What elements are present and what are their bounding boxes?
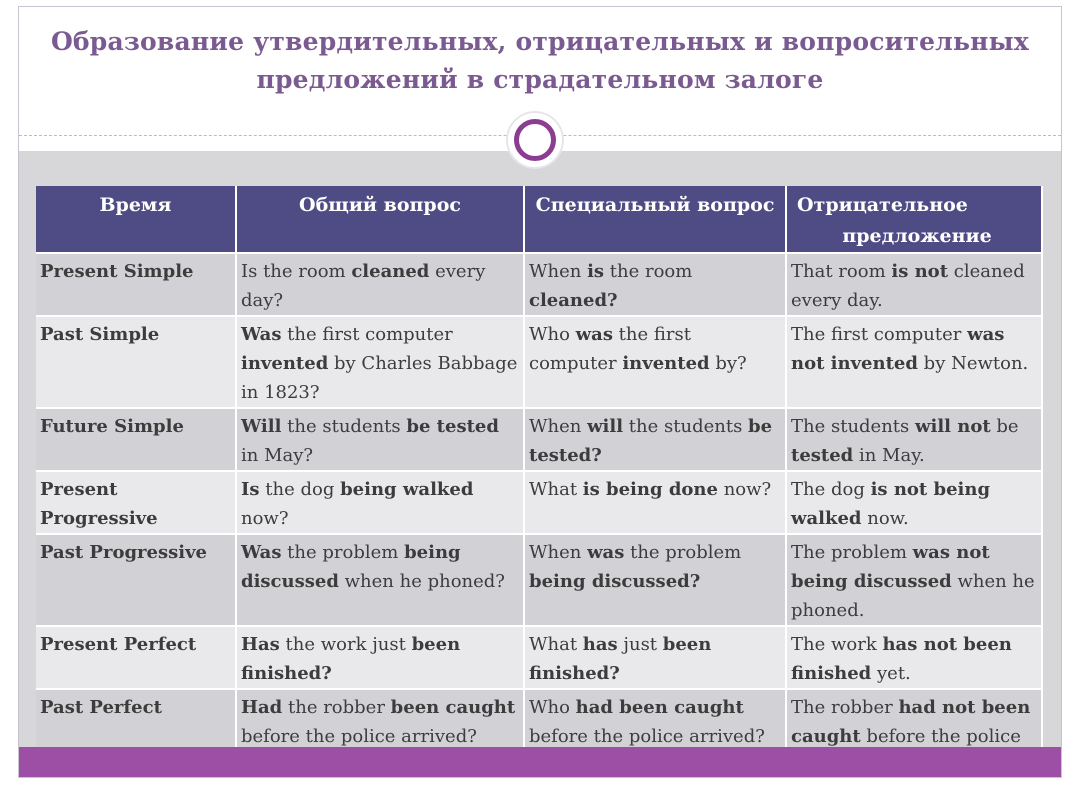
bold-fragment: cleaned?: [529, 290, 618, 311]
text-fragment: before the police: [866, 726, 1021, 747]
bold-fragment: Is: [241, 479, 260, 500]
cell-negative: [786, 253, 1042, 316]
cell-tense: Present Perfect: [36, 626, 236, 689]
text-fragment: now?: [241, 508, 289, 529]
text-fragment: Who: [529, 697, 576, 718]
circle-ornament-icon: [508, 113, 562, 167]
cell-tense: Present Progressive: [36, 471, 236, 534]
bold-fragment: invented: [622, 353, 710, 374]
text-fragment: the students: [623, 416, 749, 437]
text-fragment: the dog: [259, 479, 341, 500]
bold-fragment: been caught: [390, 697, 516, 718]
text-fragment: the problem: [624, 542, 742, 563]
text-fragment: now.: [861, 508, 909, 529]
cell-general: [236, 471, 524, 534]
table-row: [36, 408, 1042, 471]
cell-general: [236, 253, 524, 316]
text-fragment: What: [529, 634, 583, 655]
text-fragment: cleaned every day.: [791, 261, 1025, 311]
passive-voice-table: [36, 186, 1043, 778]
cell-general: [236, 408, 524, 471]
table-row: [36, 253, 1042, 316]
bold-fragment: being walked: [340, 479, 474, 500]
header-negative-line-1: Отрицательное: [797, 194, 968, 216]
bold-fragment: was: [587, 542, 625, 563]
table-row: [36, 316, 1042, 408]
bold-fragment: Had: [241, 697, 283, 718]
cell-tense: Past Perfect: [36, 689, 236, 778]
text-fragment: yet.: [871, 663, 911, 684]
text-fragment: the problem: [281, 542, 405, 563]
bold-fragment: had not been caught: [791, 697, 1031, 747]
cell-general: [236, 534, 524, 626]
bold-fragment: Was: [241, 324, 282, 345]
bold-fragment: being discussed?: [529, 571, 701, 592]
text-fragment: The first computer: [791, 324, 968, 345]
text-fragment: The problem: [791, 542, 913, 563]
text-fragment: be: [990, 416, 1019, 437]
bold-fragment: was: [575, 324, 613, 345]
slide: [18, 6, 1062, 778]
text-fragment: the room: [604, 261, 693, 282]
text-fragment: The students: [791, 416, 915, 437]
text-fragment: The dog: [791, 479, 871, 500]
page-title: [19, 23, 1061, 99]
header-general-question: Общий вопрос: [236, 186, 524, 253]
text-fragment: The work: [791, 634, 883, 655]
table-header-row: [36, 186, 1042, 253]
cell-special: [524, 626, 786, 689]
bold-fragment: been finished?: [529, 634, 712, 684]
cell-tense: Present Simple: [36, 253, 236, 316]
cell-negative: [786, 316, 1042, 408]
bold-fragment: will: [587, 416, 624, 437]
cell-general: [236, 316, 524, 408]
header-negative-line-2: предложение: [842, 225, 992, 247]
cell-negative: [786, 626, 1042, 689]
text-fragment: the robber: [282, 697, 391, 718]
text-fragment: before the police arrived?: [241, 726, 477, 747]
header-special-question: Специальный вопрос: [524, 186, 786, 253]
text-fragment: That room: [791, 261, 892, 282]
cell-special: [524, 471, 786, 534]
bold-fragment: is being done: [582, 479, 718, 500]
cell-negative: [786, 534, 1042, 626]
bold-fragment: cleaned: [351, 261, 430, 282]
text-fragment: the first computer: [529, 324, 691, 374]
text-fragment: the work just: [279, 634, 412, 655]
cell-special: [524, 534, 786, 626]
bold-fragment: was not being discussed: [791, 542, 990, 592]
bold-fragment: had been caught: [575, 697, 744, 718]
text-fragment: by Newton.: [917, 353, 1029, 374]
text-fragment: now?: [717, 479, 772, 500]
text-fragment: The robber: [791, 697, 899, 718]
table-row: [36, 626, 1042, 689]
table-row: [36, 534, 1042, 626]
cell-tense: Past Simple: [36, 316, 236, 408]
text-fragment: What: [529, 479, 583, 500]
bold-fragment: be tested?: [529, 416, 773, 466]
title-line-1: Образование утвердительных, отрицательных и вопросительных: [50, 27, 1030, 56]
cell-negative: [786, 471, 1042, 534]
bold-fragment: invented: [241, 353, 329, 374]
text-fragment: by?: [709, 353, 747, 374]
text-fragment: every day?: [241, 261, 486, 311]
header-negative-sentence: [786, 186, 1042, 253]
bold-fragment: been finished?: [241, 634, 461, 684]
bold-fragment: has: [582, 634, 618, 655]
cell-special: [524, 253, 786, 316]
cell-special: [524, 408, 786, 471]
bold-fragment: Has: [241, 634, 280, 655]
text-fragment: before the police arrived?: [529, 726, 765, 747]
text-fragment: when he phoned.: [791, 571, 1035, 621]
bold-fragment: Was: [241, 542, 282, 563]
text-fragment: the students: [281, 416, 407, 437]
header-time: Время: [36, 186, 236, 253]
bold-fragment: was not invented: [791, 324, 1005, 374]
text-fragment: When: [529, 416, 588, 437]
bold-fragment: Will: [241, 416, 282, 437]
bottom-accent-bar: [19, 747, 1061, 778]
text-fragment: by Charles Babbage in 1823?: [241, 353, 518, 403]
text-fragment: just: [617, 634, 663, 655]
table-row: [36, 471, 1042, 534]
text-fragment: Who: [529, 324, 576, 345]
bold-fragment: being discussed: [241, 542, 461, 592]
cell-special: [524, 316, 786, 408]
text-fragment: in May.: [853, 445, 925, 466]
bold-fragment: is: [587, 261, 605, 282]
cell-general: [236, 626, 524, 689]
cell-tense: Past Progressive: [36, 534, 236, 626]
text-fragment: When: [529, 542, 588, 563]
text-fragment: When: [529, 261, 588, 282]
text-fragment: Is the room: [241, 261, 352, 282]
cell-tense: Future Simple: [36, 408, 236, 471]
bold-fragment: tested: [791, 445, 854, 466]
text-fragment: the first computer: [281, 324, 453, 345]
bold-fragment: has not been finished: [791, 634, 1012, 684]
bold-fragment: is not being walked: [791, 479, 991, 529]
text-fragment: when he phoned?: [338, 571, 505, 592]
bold-fragment: will not: [915, 416, 991, 437]
bold-fragment: is not: [891, 261, 949, 282]
text-fragment: in May?: [241, 445, 314, 466]
cell-negative: [786, 408, 1042, 471]
title-line-2: предложений в страдательном залоге: [256, 65, 824, 94]
bold-fragment: be tested: [406, 416, 499, 437]
